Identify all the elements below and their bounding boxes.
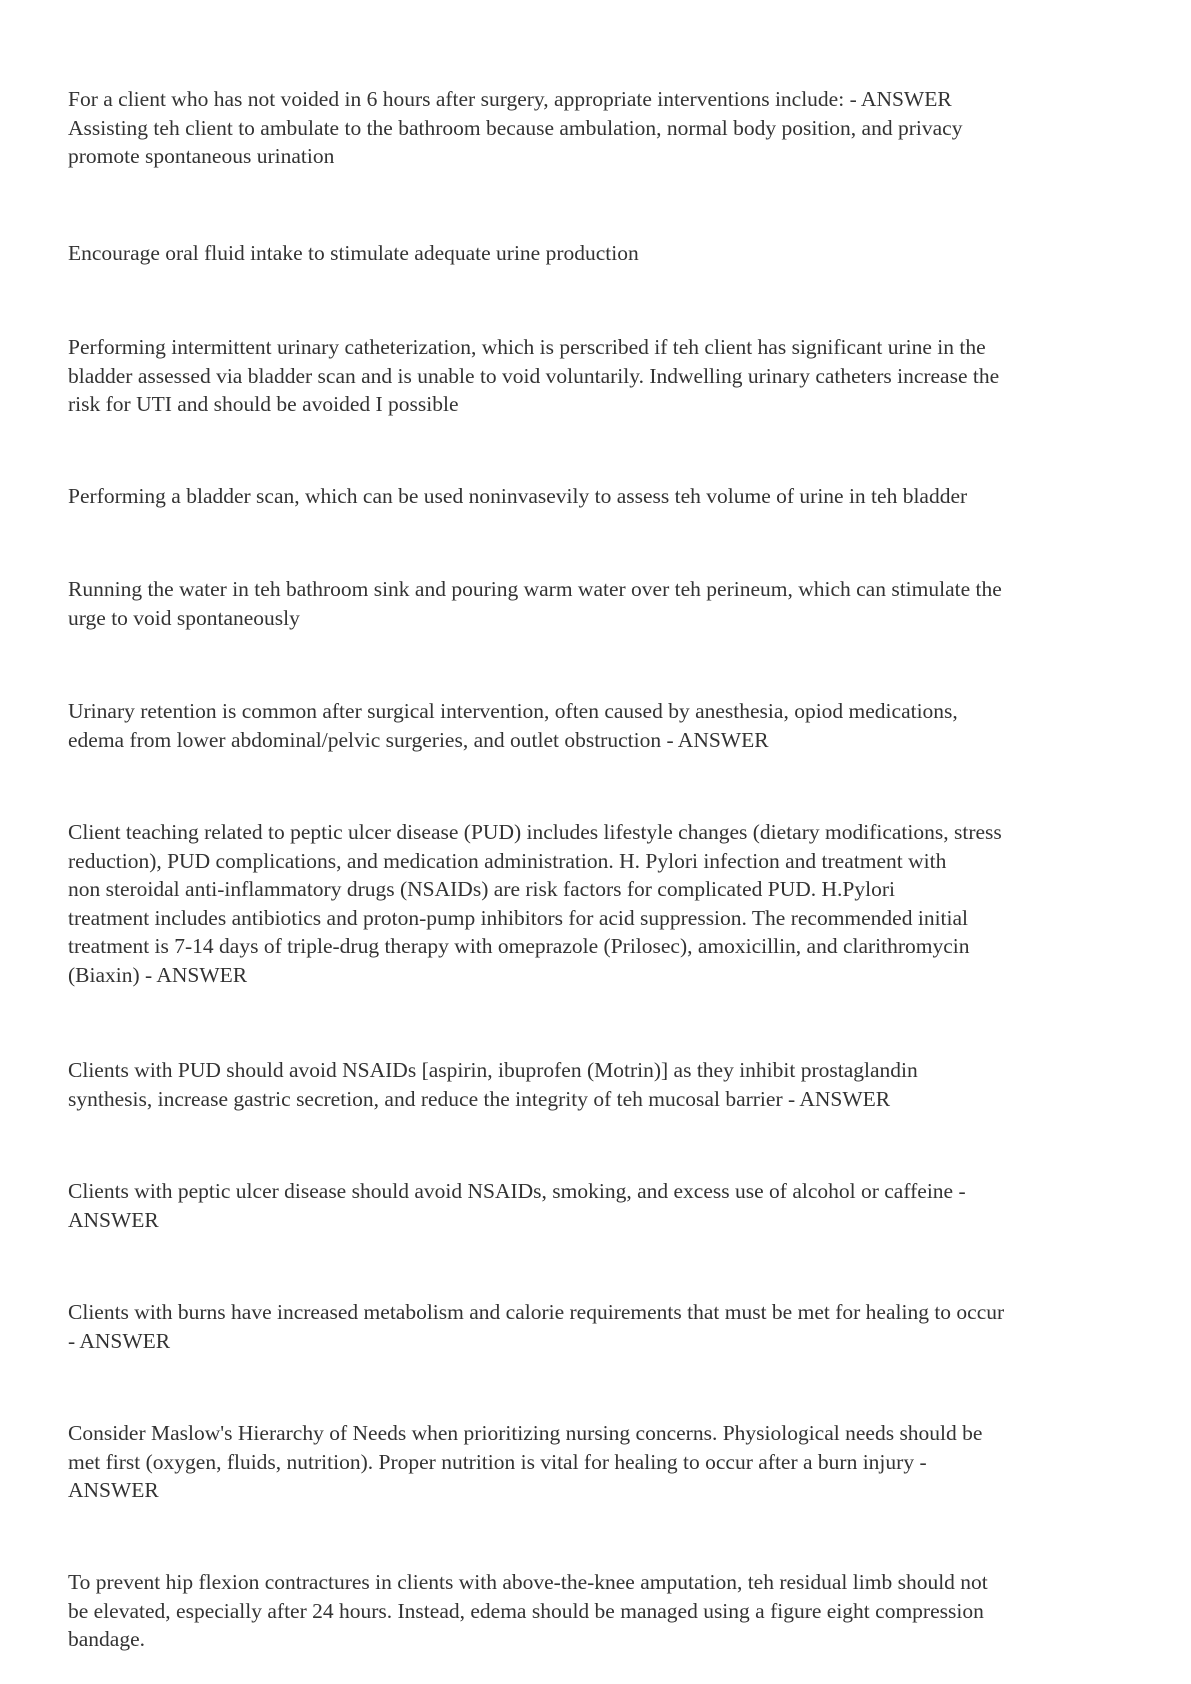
text-line: To prevent hip flexion contractures in clients with above-the-knee amputation, teh residual limb should not [68, 1570, 988, 1594]
text-line: promote spontaneous urination [68, 144, 335, 169]
text-line: synthesis, increase gastric secretion, and reduce the integrity of teh mucosal barrier - ANSWER [68, 1086, 891, 1111]
paragraph-running-water [68, 575, 1128, 632]
text-line: Urinary retention is common after surgical intervention, often caused by anesthesia, opiod medications, [68, 699, 958, 723]
text-line: Encourage oral fluid intake to stimulate adequate urine production [68, 241, 639, 265]
paragraph-hip-flexion-contractures [68, 1568, 1128, 1654]
text-line: Clients with peptic ulcer disease should avoid NSAIDs, smoking, and excess use of alcohol or caffeine - [68, 1179, 966, 1203]
paragraph-intermittent-catheterization [68, 333, 1128, 419]
text-line: risk for UTI and should be avoided I possible [68, 392, 459, 417]
text-line: edema from lower abdominal/pelvic surgeries, and outlet obstruction - ANSWER [68, 727, 769, 752]
paragraph-burns-metabolism [68, 1298, 1128, 1355]
text-line: treatment includes antibiotics and proton-pump inhibitors for acid suppression. The recommended initial [68, 905, 969, 930]
paragraph-postop-voiding-interventions [68, 85, 1128, 171]
paragraph-urinary-retention [68, 697, 1128, 754]
text-line: reduction), PUD complications, and medication administration. H. Pylori infection and treatment with [68, 848, 947, 873]
text-line: urge to void spontaneously [68, 605, 300, 630]
text-line: ANSWER [68, 1478, 159, 1503]
text-line: be elevated, especially after 24 hours. Instead, edema should be managed using a figure eight compression [68, 1598, 984, 1623]
paragraph-oral-fluid-intake [68, 239, 1128, 268]
text-line: Clients with burns have increased metabolism and calorie requirements that must be met for healing to occur [68, 1300, 1005, 1324]
text-line: - ANSWER [68, 1328, 171, 1353]
text-line: treatment is 7-14 days of triple-drug therapy with omeprazole (Prilosec), amoxicillin, and clarithromycin [68, 934, 970, 959]
text-line: Performing a bladder scan, which can be used noninvasevily to assess teh volume of urine in teh bladder [68, 484, 968, 508]
text-line: For a client who has not voided in 6 hours after surgery, appropriate interventions include: - ANSWER [68, 87, 952, 111]
text-line: Consider Maslow's Hierarchy of Needs when prioritizing nursing concerns. Physiological needs should be [68, 1421, 983, 1445]
text-line: (Biaxin) - ANSWER [68, 962, 248, 987]
text-line: met first (oxygen, fluids, nutrition). Proper nutrition is vital for healing to occur after a burn injury - [68, 1449, 927, 1474]
text-line: bladder assessed via bladder scan and is unable to void voluntarily. Indwelling urinary catheters increase the [68, 363, 1000, 388]
text-line: bandage. [68, 1627, 146, 1652]
text-line: Running the water in teh bathroom sink and pouring warm water over teh perineum, which can stimulate the [68, 577, 1002, 601]
text-line: Clients with PUD should avoid NSAIDs [aspirin, ibuprofen (Motrin)] as they inhibit prostaglandin [68, 1058, 918, 1082]
paragraph-pud-client-teaching [68, 818, 1128, 990]
text-line: Performing intermittent urinary catheterization, which is perscribed if teh client has significant urine in the [68, 335, 986, 359]
paragraph-pud-avoid-smoking-alcohol [68, 1177, 1128, 1234]
text-line: non steroidal anti-inflammatory drugs (NSAIDs) are risk factors for complicated PUD. H.Pylori [68, 877, 895, 902]
paragraph-bladder-scan [68, 482, 1128, 511]
text-line: Assisting teh client to ambulate to the bathroom because ambulation, normal body position, and privacy [68, 115, 963, 140]
paragraph-maslow-hierarchy [68, 1419, 1128, 1505]
paragraph-pud-avoid-nsaids [68, 1056, 1128, 1113]
text-line: ANSWER [68, 1207, 159, 1232]
text-line: Client teaching related to peptic ulcer disease (PUD) includes lifestyle changes (dietary modifications, stress [68, 820, 1002, 844]
